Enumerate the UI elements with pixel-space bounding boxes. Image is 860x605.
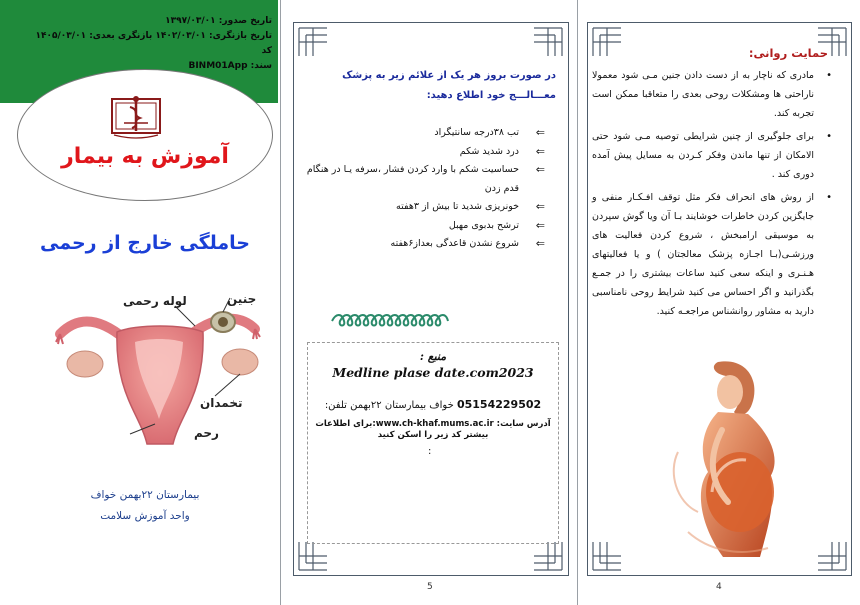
arrow-left-icon: ⇐ [535, 200, 545, 213]
department-name: واحد آموزش سلامت [100, 510, 190, 522]
website-line: آدرس سایت: www.ch-khaf.mums.ac.ir:برای اطلاعات بیشتر کد زیر را اسکن کنید [315, 419, 551, 440]
hospital-phone-label: خواف بیمارستان ۲۲بهمن تلفن: [324, 400, 454, 411]
corner-ornament-icon [532, 540, 564, 572]
support-tips-list [592, 66, 832, 321]
document-meta [22, 14, 272, 74]
list-item: ⇐ خونریزی شدید تا بیش از ۳هفته [305, 198, 563, 217]
pregnant-woman-illustration [648, 352, 798, 572]
issue-date: تاریخ صدور: ۱۳۹۷/۰۳/۰۱ [165, 16, 272, 26]
warning-signs-list [305, 124, 563, 254]
page-number: 4 [716, 582, 722, 592]
arrow-left-icon: ⇐ [535, 144, 545, 158]
arrow-left-icon: ⇐ [535, 163, 545, 176]
list-item: • از روش های انحراف فکر مثل توقف افـکـار منفی و جایگزین کردن خاطرات خوشایند بـا آن ویا گوش سپردن به موسیقی ارامبخش ، شروع کردن فعالیت های ورزشـی(بـا اجـازه پزشک معالجتان ) و یا فعالیتهای هـنـری و اینکه سعی کنید ساعات بیشتری را در جمـع بگذرانید و اگر احساس می کنید شرایط روحی نامناسبی دارید به مشاور روانشناس مراجعـه کنید. [592, 188, 832, 321]
page-number: 5 [427, 582, 433, 592]
label-fallopian-tube: لوله رحمی [123, 294, 187, 308]
arrow-left-icon: ⇐ [535, 218, 545, 232]
brochure-title: حاملگی خارج از رحمی [40, 232, 250, 254]
document-code: سند: BINM01App [188, 61, 272, 71]
label-uterus: رحم [194, 426, 219, 440]
list-item: ⇐ ترشح بدبوی مهبل [305, 217, 563, 236]
hospital-phone-line [312, 398, 554, 413]
hospital-name: بیمارستان ۲۲بهمن خواف [90, 489, 200, 501]
corner-ornament-icon [591, 540, 623, 572]
arrow-left-icon: ⇐ [535, 237, 545, 250]
list-item: ⇐ شروع نشدن قاعدگی بعداز۶هفته [305, 235, 563, 254]
bullet-icon: • [826, 70, 832, 81]
list-item: ⇐ تب ۳۸درجه سانتیگراد [305, 124, 563, 143]
phone-number: 05154229502 [456, 398, 542, 411]
list-item: • مادری که ناچار به از دست دادن جنین مـی شود معمولا ناراحتی ها ومشکلات روحی بعدی را متعاقبا ممکن است تجربه کند. [592, 66, 832, 123]
corner-ornament-icon [816, 540, 848, 572]
label-embryo: جنین [227, 292, 257, 306]
list-item: ⇐ درد شدید شکم [305, 143, 563, 162]
bullet-icon: • [826, 131, 832, 142]
corner-ornament-icon [532, 26, 564, 58]
cover-footer [60, 485, 230, 527]
section-title: حمایت روانی: [748, 46, 828, 60]
fold-line-left [280, 0, 281, 605]
source-label: منبع : [419, 350, 447, 363]
trailing-colon: : [428, 446, 432, 457]
corner-ornament-icon [297, 540, 329, 572]
fold-line-right [577, 0, 578, 605]
warning-heading: در صورت بروز هر یک از علائم زیر به پزشک معـــالـــج خود اطلاع دهید: [342, 70, 556, 101]
decorative-wave-divider [330, 312, 540, 330]
uterus-diagram-illustration [55, 284, 265, 454]
university-emblem-icon [110, 93, 162, 139]
bullet-icon: • [826, 192, 832, 203]
corner-ornament-icon [297, 26, 329, 58]
list-item: • برای جلوگیری از چنین شرایطی توصیه مـی شود حتی الامکان از تنها ماندن وفکر کـردن به مسایل پیش آمده دوری کند . [592, 127, 832, 184]
source-value: Medline plase date.com2023 [332, 365, 534, 380]
arrow-left-icon: ⇐ [535, 126, 545, 139]
revision-info: تاریخ بازنگری: ۱۴۰۲/۰۳/۰۱ بازنگری بعدی: ۱۴۰۵/۰۳/۰۱ کد [35, 31, 272, 56]
list-item: ⇐ حساسیت شکم با وارد کردن فشار ،سرفه یـا در هنگام قدم زدن [306, 163, 545, 194]
label-ovary: تخمدان [200, 396, 243, 410]
patient-education-title: آموزش به بیمار [61, 144, 229, 169]
